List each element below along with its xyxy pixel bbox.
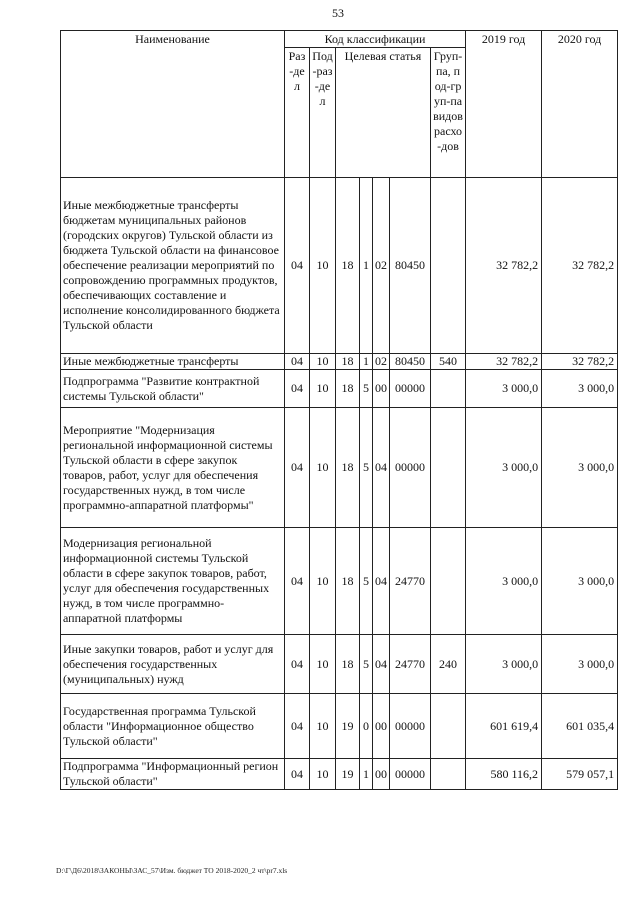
row-code-direction: 00000 [390, 370, 431, 408]
table-row [61, 694, 618, 759]
row-razdel: 04 [285, 528, 310, 635]
table-row [61, 635, 618, 694]
header-year-2020: 2020 год [542, 31, 618, 178]
header-name: Наименование [61, 31, 285, 178]
row-code-subprogram: 1 [360, 759, 373, 790]
row-code-direction: 80450 [390, 354, 431, 370]
row-code-subprogram: 5 [360, 528, 373, 635]
row-razdel: 04 [285, 354, 310, 370]
row-code-subprogram: 1 [360, 354, 373, 370]
row-value-2019: 601 619,4 [466, 694, 542, 759]
row-code-event: 04 [373, 635, 390, 694]
row-code-event: 00 [373, 694, 390, 759]
row-code-program: 18 [336, 354, 360, 370]
header-podrazdel: Под-раз-дел [310, 48, 336, 178]
row-podrazdel: 10 [310, 408, 336, 528]
row-podrazdel: 10 [310, 759, 336, 790]
row-code-direction: 80450 [390, 178, 431, 354]
row-razdel: 04 [285, 408, 310, 528]
header-row-top [61, 31, 618, 48]
row-podrazdel: 10 [310, 635, 336, 694]
table-body [61, 178, 618, 790]
row-expense-type: 540 [431, 354, 466, 370]
row-value-2020: 601 035,4 [542, 694, 618, 759]
row-razdel: 04 [285, 694, 310, 759]
row-value-2019: 580 116,2 [466, 759, 542, 790]
row-podrazdel: 10 [310, 178, 336, 354]
row-name: Государственная программа Тульской области "Информационное общество Тульской области" [61, 694, 285, 759]
row-code-subprogram: 5 [360, 370, 373, 408]
row-code-event: 04 [373, 408, 390, 528]
row-value-2020: 3 000,0 [542, 635, 618, 694]
row-value-2020: 3 000,0 [542, 528, 618, 635]
row-code-event: 04 [373, 528, 390, 635]
row-code-direction: 24770 [390, 635, 431, 694]
row-code-direction: 00000 [390, 759, 431, 790]
header-classification: Код классификации [285, 31, 466, 48]
row-expense-type: 240 [431, 635, 466, 694]
table-row [61, 528, 618, 635]
row-code-subprogram: 0 [360, 694, 373, 759]
header-year-2019: 2019 год [466, 31, 542, 178]
row-expense-type [431, 370, 466, 408]
table-row [61, 178, 618, 354]
row-name: Мероприятие "Модернизация региональной информационной системы Тульской области в сфере закупок товаров, работ, услуг для обеспечения государственных нужд, в том числе программно-аппаратной платформы" [61, 408, 285, 528]
row-value-2020: 579 057,1 [542, 759, 618, 790]
row-code-program: 19 [336, 694, 360, 759]
row-value-2019: 32 782,2 [466, 354, 542, 370]
row-podrazdel: 10 [310, 528, 336, 635]
row-code-direction: 00000 [390, 694, 431, 759]
row-name: Иные межбюджетные трансферты [61, 354, 285, 370]
row-code-program: 18 [336, 178, 360, 354]
table-row [61, 759, 618, 790]
row-name: Иные межбюджетные трансферты бюджетам муниципальных районов (городских округов) Тульской области из бюджета Тульской области на финансовое обеспечение реализации мероприятий по сопровождению программных продуктов, обеспечивающих составление и исполнение консолидированного бюджета Тульской области [61, 178, 285, 354]
row-code-subprogram: 5 [360, 635, 373, 694]
row-podrazdel: 10 [310, 694, 336, 759]
table-row [61, 354, 618, 370]
row-expense-type [431, 759, 466, 790]
row-podrazdel: 10 [310, 354, 336, 370]
row-name: Подпрограмма "Информационный регион Тульской области" [61, 759, 285, 790]
row-value-2019: 3 000,0 [466, 408, 542, 528]
file-path-footer: D:\Г\Д6\2018\ЗАКОНЫ\ЗАС_57\Изм. бюджет ТО 2018-2020_2 чт\pr7.xls [56, 866, 288, 875]
row-code-program: 18 [336, 370, 360, 408]
row-code-direction: 24770 [390, 528, 431, 635]
row-code-subprogram: 1 [360, 178, 373, 354]
row-name: Подпрограмма "Развитие контрактной системы Тульской области" [61, 370, 285, 408]
row-expense-type [431, 178, 466, 354]
row-code-program: 19 [336, 759, 360, 790]
header-gruppa: Груп-па, под-груп-па видов расхо-дов [431, 48, 466, 178]
row-name: Иные закупки товаров, работ и услуг для обеспечения государственных (муниципальных) нужд [61, 635, 285, 694]
row-value-2020: 3 000,0 [542, 370, 618, 408]
row-code-subprogram: 5 [360, 408, 373, 528]
row-razdel: 04 [285, 178, 310, 354]
row-code-program: 18 [336, 635, 360, 694]
row-code-event: 00 [373, 759, 390, 790]
header-tselevaya: Целевая статья [336, 48, 431, 178]
row-value-2020: 3 000,0 [542, 408, 618, 528]
row-code-event: 00 [373, 370, 390, 408]
row-value-2019: 3 000,0 [466, 370, 542, 408]
row-code-program: 18 [336, 408, 360, 528]
row-razdel: 04 [285, 635, 310, 694]
row-code-event: 02 [373, 178, 390, 354]
row-podrazdel: 10 [310, 370, 336, 408]
table-row [61, 370, 618, 408]
row-expense-type [431, 408, 466, 528]
row-razdel: 04 [285, 370, 310, 408]
table-row [61, 408, 618, 528]
row-name: Модернизация региональной информационной системы Тульской области в сфере закупок товаров, работ, услуг для обеспечения государственных нужд, в том числе программно-аппаратной платформы [61, 528, 285, 635]
row-value-2019: 3 000,0 [466, 528, 542, 635]
budget-table [60, 30, 618, 790]
row-value-2019: 32 782,2 [466, 178, 542, 354]
row-value-2020: 32 782,2 [542, 178, 618, 354]
row-code-event: 02 [373, 354, 390, 370]
row-code-direction: 00000 [390, 408, 431, 528]
header-razdel: Раз-дел [285, 48, 310, 178]
row-code-program: 18 [336, 528, 360, 635]
row-value-2020: 32 782,2 [542, 354, 618, 370]
row-expense-type [431, 528, 466, 635]
row-value-2019: 3 000,0 [466, 635, 542, 694]
page-number: 53 [332, 6, 344, 20]
row-razdel: 04 [285, 759, 310, 790]
row-expense-type [431, 694, 466, 759]
